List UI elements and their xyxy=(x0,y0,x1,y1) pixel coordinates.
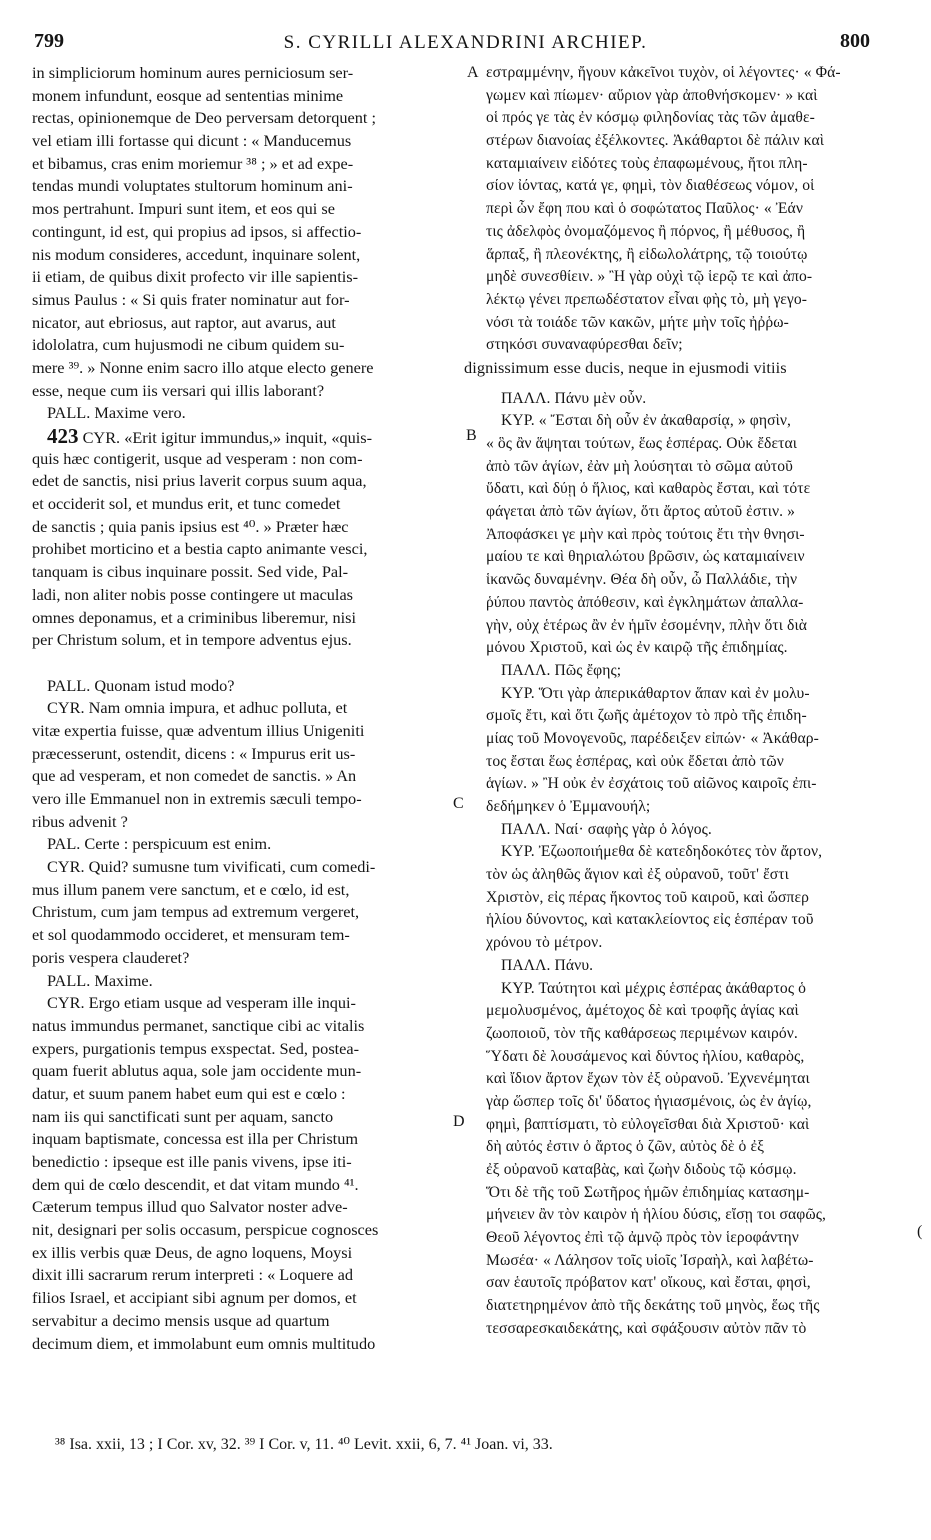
latin-paragraph-top xyxy=(32,62,464,425)
text-line: ladi, non aliter nobis posse contingere ut maculas xyxy=(32,584,354,604)
page-number-right: 800 xyxy=(840,30,870,52)
text-line: CYR. Ergo etiam usque ad vesperam ille inqui- xyxy=(47,993,356,1013)
text-line: mere ³⁹. » Nonne enim sacro illo atque electo genere xyxy=(32,357,374,377)
text-line: τις ἀδελφὸς ὀνομαζόμενος ἢ πόρνος, ἢ μέθυσος, ἢ xyxy=(486,222,806,240)
text-line: vero ille Emmanuel non in extremis sæculi tempo- xyxy=(32,789,362,808)
text-line: omnes deponamus, et a criminibus liberemur, nisi xyxy=(32,607,357,627)
text-line: ἡλίου δύνοντος, καὶ κατακλείοντος εἰς ἑσπέραν τοῦ xyxy=(486,911,814,929)
text-line: nis modum consideres, accedunt, inquinare solent, xyxy=(32,244,361,264)
text-line: quam fuerit ablutus aqua, sole jam occidente mun- xyxy=(32,1061,362,1081)
text-line: γὰρ ὥσπερ τοῖς δι' ὕδατος ἡγιασμένοις, ὡς ἐν ἁγίῳ, xyxy=(486,1092,812,1110)
text-line: CYR. Nam omnia impura, et adhuc polluta, et xyxy=(47,698,348,718)
text-line: mos pertrahunt. Impuri sunt item, et eos qui se xyxy=(32,199,335,219)
text-line: datur, et suum panem habet eum qui est e cœlo : xyxy=(32,1083,346,1103)
running-title: S. CYRILLI ALEXANDRINI ARCHIEP. xyxy=(283,32,648,53)
text-line: esse, neque cum iis versari qui illis laborant? xyxy=(32,380,325,400)
text-line: Christum, cum jam tempus ad extremum vergeret, xyxy=(32,902,360,922)
text-line: ΚΥΡ. Ὅτι γὰρ ἀπερικάθαρτον ἅπαν καὶ ἐν μολυ- xyxy=(501,684,810,702)
text-line: benedictio : ipseque est ille panis vivens, ipse iti- xyxy=(32,1152,352,1171)
text-line: ΚΥΡ. Ταύτητοι καὶ μέχρις ἑσπέρας ἀκάθαρτος ὁ xyxy=(501,979,806,997)
text-line: tendas mundi voluptates stultorum hominum ani- xyxy=(32,176,353,196)
text-line: ζωοποιοῦ, τὸν τῆς καθάρσεως περιμένων καιρόν. xyxy=(486,1024,798,1042)
text-line: vel etiam illi fortasse qui dicunt : « Manducemus xyxy=(32,131,352,151)
text-line: οἱ πρός γε τὰς ἐν κόσμῳ φιληδονίας τὰς τῶν ἀμαθε- xyxy=(486,109,815,127)
text-line: ΠΑΛΛ. Πάνυ. xyxy=(501,956,594,974)
text-line: nicator, aut ebriosus, aut raptor, aut avarus, aut xyxy=(32,312,336,332)
text-line: servabitur a decimo mensis usque ad quartum xyxy=(32,1310,330,1330)
text-line: φάγεται ἀπὸ τῶν ἁγίων, ὅτι ἄρτος αὐτοῦ ἐστιν. » xyxy=(486,503,796,521)
text-line: ἐξ οὐρανοῦ καταβὰς, καὶ ζωὴν διδοὺς τῷ κόσμῳ. xyxy=(486,1161,797,1178)
text-line: νόσι τὰ τοιάδε τῶν κακῶν, μήτε μὴν τοῖς ἠῤῥω- xyxy=(486,313,789,331)
text-line: et occiderit sol, et mundus erit, et tunc comedet xyxy=(32,494,341,514)
text-line: filios Israel, et accipiant sibi agnum per domos, et xyxy=(32,1288,357,1308)
text-line: εστραμμένην, ἤγουν κἀκεῖνοι τυχὸν, οἱ λέγοντες· « Φά- xyxy=(486,64,841,81)
text-line: μηδὲ συνεσθίειν. » Ἢ γὰρ οὐχὶ τῷ ἱερῷ τε καὶ ἀπο- xyxy=(486,268,813,286)
text-line: que ad vesperam, et non comedet de sanctis. » An xyxy=(32,766,357,786)
text-line: per Christum solum, et in tempore adventus ejus. xyxy=(32,630,352,650)
text-line: ἅρπαξ, ἢ πλεονέκτης, ἢ εἰδωλολάτρης, τῷ τοιούτῳ xyxy=(486,245,808,263)
text-line: ΠΑΛΛ. Πῶς ἔφης; xyxy=(501,661,622,679)
text-line: σίον ἰόντας, κατά γε, φημὶ, τὸν διαθέσεως νόμον, οἱ xyxy=(486,177,815,195)
text-line: et bibamus, cras enim moriemur ³⁸ ; » et ad expe- xyxy=(32,153,354,173)
text-line: ΚΥΡ. Ἐζωοποιήμεθα δὲ κατεδηδοκότες τὸν ἄρτον, xyxy=(501,843,823,861)
text-line: poris vespera clauderet? xyxy=(32,947,190,967)
text-line: ἁγίων. » Ἢ οὐκ ἐν ἐσχάτοις τοῦ αἰῶνος καιροῖς ἐπι- xyxy=(486,775,817,793)
text-line: ἀπὸ τῶν ἁγίων, ἐὰν μὴ λούσηται τὸ σῶμα αὐτοῦ xyxy=(486,457,793,475)
text-line: λέκτῳ γένει πρεπωδέστατον εἶναι φὴς τὸ, μὴ γεγο- xyxy=(486,290,808,308)
greek-column xyxy=(464,62,906,1341)
footnotes: ³⁸ Isa. xxii, 13 ; I Cor. xv, 32. ³⁹ I Cor. v, 11. ⁴⁰ Levit. xxii, 6, 7. ⁴¹ Joan. vi, 33. xyxy=(55,1436,553,1453)
text-line: γωμεν καὶ πίωμεν· αὔριον γὰρ ἀποθνήσκομεν· » καὶ xyxy=(486,86,818,104)
text-line: μεμολυσμένος, ἀμέτοχος δὲ καὶ τροφῆς ἁγίας καὶ xyxy=(486,1002,799,1020)
text-line: rectas, opinionemque de Deo perversam detorquent ; xyxy=(32,108,377,128)
margin-letter-b: B xyxy=(466,427,477,444)
greek-paragraph-top xyxy=(486,62,906,357)
text-line: Ὅτι δὲ τῆς τοῦ Σωτῆρος ἡμῶν ἐπιδημίας κατασημ- xyxy=(486,1183,810,1201)
text-line: quis hæc contigerit, usque ad vesperam : non com- xyxy=(32,448,363,468)
margin-letter-d: D xyxy=(453,1113,465,1130)
text-line: μόνου Χριστοῦ, καὶ ὡς ἐν καιρῷ τῆς ἐπιδημίας. xyxy=(486,639,788,657)
text-line: PALL. Maxime vero. xyxy=(47,403,186,423)
text-line: dem qui de cœlo descendit, et dat vitam mundo ⁴¹. xyxy=(32,1174,359,1194)
text-line: præcesserunt, ostendit, dicens : « Impurus erit us- xyxy=(32,743,356,763)
text-line: decimum diem, et immolabunt eum omnis multitudo xyxy=(32,1333,376,1353)
page-number-left: 799 xyxy=(34,30,64,52)
text-line: δεδήμηκεν ὁ Ἐμμανουήλ; xyxy=(486,798,651,815)
latin-paragraph-mid xyxy=(32,448,464,652)
greek-spacer xyxy=(486,380,906,388)
text-line: στέρων διανοίας ἐξέλκοντες. Ἀκάθαρτοι δὲ πάλιν καὶ xyxy=(486,132,825,150)
text-line: PALL. Maxime. xyxy=(47,970,153,990)
text-line: μήνειεν ἂν τὸν καιρὸν ἡ ἡλίου δύσις, εἴσῃ τοι σαφῶς, xyxy=(486,1206,827,1224)
text-line: ii etiam, de quibus dixit profecto vir ille sapientis- xyxy=(32,267,359,287)
text-line: dixit illi sacrarum rerum interpreti : « Loquere ad xyxy=(32,1265,353,1285)
text-line: inquam baptismate, concessa est illa per Christum xyxy=(32,1129,358,1149)
text-line: CYR. Quid? sumusne tum vivificati, cum comedi- xyxy=(47,857,376,877)
text-line: μίας τοῦ Μονογενοῦς, παρέδειξεν εἰπών· « Ἀκάθαρ- xyxy=(486,729,819,747)
text-line: expers, purgationis tempus exspectat. Sed, postea- xyxy=(32,1038,360,1058)
text-line: natus immundus permanet, sanctique cibi ac vitalis xyxy=(32,1015,365,1035)
text-line: edet de sanctis, nisi prius laverit corpus suum aqua, xyxy=(32,471,367,491)
section-first-line: CYR. «Erit igitur immundus,» inquit, «quis- xyxy=(78,428,373,447)
text-line: et sol quodammodo occideret, et mensuram tem- xyxy=(32,925,350,945)
text-line: ΠΑΛΛ. Πάνυ μὲν οὖν. xyxy=(501,389,647,407)
text-line: tanquam is cibus inquinare possit. Sed vide, Pal- xyxy=(32,562,349,582)
text-line: Ὕδατι δὲ λουσάμενος καὶ δύντος ἡλίου, καθαρὸς, xyxy=(486,1047,805,1065)
text-line: διατετηρημένον ἀπὸ τῆς δεκάτης τοῦ μηνὸς, ἕως τῆς xyxy=(486,1297,820,1315)
text-line: ἱκανῶς δυναμένην. Θέα δὴ οὖν, ὦ Παλλάδιε, τὴν xyxy=(486,571,798,589)
text-line: PALL. Quonam istud modo? xyxy=(47,675,235,695)
latin-column xyxy=(32,62,464,1355)
greek-paragraph-mid xyxy=(486,388,906,1341)
text-line: ὕδατι, καὶ δύῃ ὁ ἥλιος, καὶ καθαρὸς ἔσται, καὶ τότε xyxy=(486,480,811,498)
text-line: καὶ ἴδιον ἄρτον ἔχων τὸν ἐξ οὐρανοῦ. Ἐχνενέμηται xyxy=(486,1070,810,1088)
margin-letter-a: A xyxy=(467,64,479,81)
text-line: σμοῖς ἔτι, καὶ ὅτι ζωῆς ἀμέτοχον τὸ πρὸ τῆς ἐπιδη- xyxy=(486,707,807,725)
text-line: idololatra, cum hujusmodi ne cibum quidem su- xyxy=(32,335,345,355)
text-line: contingunt, id est, qui propius ad ipsos, si affectio- xyxy=(32,221,362,241)
latin-paragraph-bottom xyxy=(32,675,464,1356)
latin-line-across: dignissimum esse ducis, neque in ejusmodi vitiis xyxy=(464,357,787,377)
text-line: ΚΥΡ. « Ἔσται δὴ οὖν ἐν ἀκαθαρσίᾳ, » φησὶν, xyxy=(501,412,792,430)
margin-letter-c: C xyxy=(453,795,464,812)
text-line: de sanctis ; quia panis ipsius est ⁴⁰. » Præter hæc xyxy=(32,516,349,536)
text-line: Μωσέα· « Λάλησον τοῖς υἱοῖς Ἰσραὴλ, καὶ λαβέτω- xyxy=(486,1251,814,1269)
text-line: στηκόσι συναναφύρεσθαι δεῖν; xyxy=(486,336,683,354)
text-line: simus Paulus : « Si quis frater nominatur aut for- xyxy=(32,289,350,309)
text-line: Ἀποφάσκει γε μὴν καὶ πρὸς τούτοις ἔτι τὴν θνησι- xyxy=(486,525,805,543)
text-line: in simpliciorum hominum aures perniciosum ser- xyxy=(32,63,354,82)
text-line: nam iis qui sanctificati sunt per aquam, sancto xyxy=(32,1106,334,1126)
text-line: monem infundunt, eosque ad sententias minime xyxy=(32,85,344,105)
text-line: ex illis verbis quæ Deus, de agno loquens, Moysi xyxy=(32,1242,353,1262)
section-number: 423 xyxy=(47,424,79,448)
text-line: mus illum panem vere sanctum, et e cœlo, id est, xyxy=(32,879,350,899)
text-line: φημὶ, βαπτίσματι, τὸ εὐλογεῖσθαι διὰ Χριστοῦ· καὶ xyxy=(486,1115,810,1133)
text-line: Χριστὸν, εἰς πέρας ἥκοντος τοῦ καιροῦ, καὶ ὥσπερ xyxy=(486,888,809,906)
text-line: PAL. Certe : perspicuum est enim. xyxy=(47,834,272,854)
text-line: χρόνου τὸ μέτρον. xyxy=(486,934,603,952)
text-line: καταμιαίνειν εἰδότες τοὺς ἐπαφωμένους, ἤτοι πλη- xyxy=(486,154,808,172)
page-header xyxy=(0,0,931,62)
text-line: ῥύπου παντὸς ἀπόθεσιν, καὶ ἐγκλημάτων ἀπαλλα- xyxy=(486,593,804,611)
text-line: περὶ ὧν ἔφη που καὶ ὁ σοφώτατος Παῦλος· « Ἐάν xyxy=(486,200,803,218)
text-line: γὴν, οὐχ ἑτέρως ἂν ἐν ἡμῖν ἐσομένην, πλὴν ὅτι διὰ xyxy=(486,616,808,634)
text-line: τὸν ὡς ἀληθῶς ἅγιον καὶ ἐξ οὐρανοῦ, τοῦτ' ἔστι xyxy=(486,866,789,884)
text-line: Cæterum tempus illud quo Salvator noster adve- xyxy=(32,1197,348,1217)
text-line: « ὃς ἂν ἅψηται τούτων, ἕως ἑσπέρας. Οὐκ ἔδεται xyxy=(486,435,798,452)
latin-spacer xyxy=(32,652,464,675)
text-line: vitæ expertia fuisse, quæ adventum illius Unigeniti xyxy=(32,720,365,740)
margin-mark: ( xyxy=(917,1223,923,1240)
text-line: τος ἔσται ἕως ἑσπέρας, καὶ οὐκ ἔδεται ἀπὸ τῶν xyxy=(486,752,784,770)
text-line: μαίου τε καὶ θηριαλώτου βρῶσιν, ὡς καταμιαίνειν xyxy=(486,548,805,566)
text-line: ribus advenit ? xyxy=(32,811,128,831)
text-line: σαν ἑαυτοῖς πρόβατον κατ' οἴκους, καὶ ἔσται, φησὶ, xyxy=(486,1274,811,1292)
text-line: τεσσαρεσκαιδεκάτης, καὶ σφάξουσιν αὐτὸν πᾶν τὸ xyxy=(486,1319,807,1337)
text-line: ΠΑΛΛ. Ναί· σαφὴς γὰρ ὁ λόγος. xyxy=(501,820,712,838)
text-line: δὴ αὐτός ἐστιν ὁ ἄρτος ὁ ζῶν, αὐτὸς δὲ ὁ ἐξ xyxy=(486,1138,765,1156)
text-line: prohibet morticino et a bestia capto animante vesci, xyxy=(32,539,368,559)
text-line: Θεοῦ λέγοντος ἐπὶ τῷ ἀμνῷ πρὸς τὸν ἱεροφάντην xyxy=(486,1229,799,1247)
latin-section-line xyxy=(32,425,464,448)
text-line: nit, designari per solis occasum, perspicue cognosces xyxy=(32,1220,379,1240)
